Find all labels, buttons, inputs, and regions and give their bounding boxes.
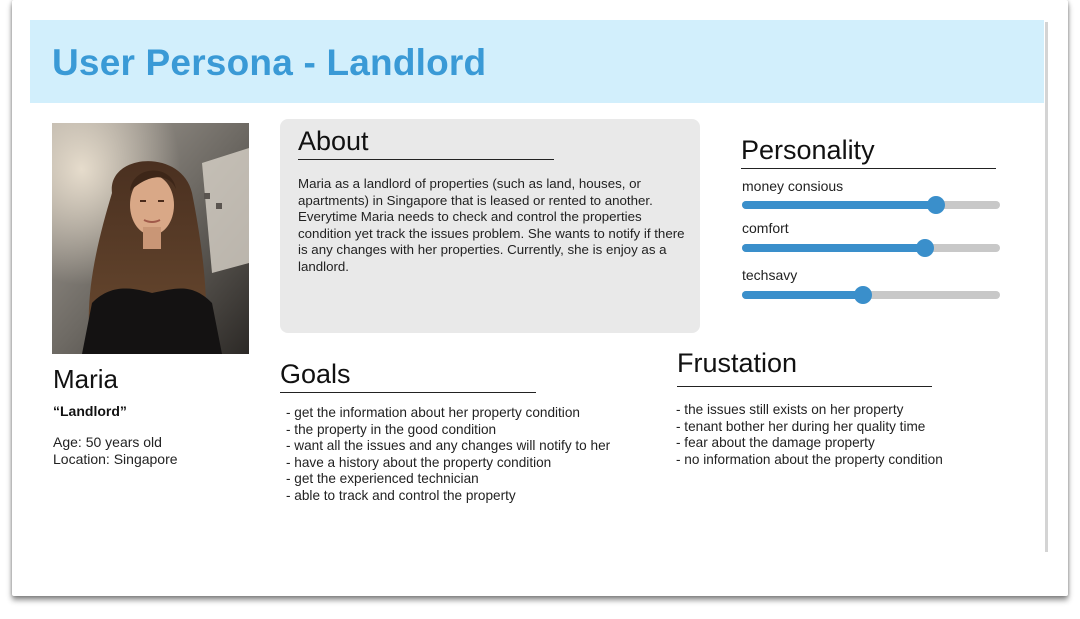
list-item: - the issues still exists on her property — [676, 402, 904, 417]
about-title: About — [298, 126, 369, 156]
trait-label: techsavy — [742, 267, 798, 283]
trait-slider — [742, 291, 1000, 299]
goals-title: Goals — [280, 359, 351, 389]
list-item: - no information about the property condition — [676, 451, 943, 467]
header-banner — [30, 20, 1044, 103]
trait-slider-knob — [927, 196, 945, 214]
list-item: - tenant bother her during her quality time — [676, 418, 926, 434]
trait-slider — [742, 244, 1000, 252]
list-item: - get the information about her property condition — [286, 405, 580, 420]
personality-underline — [741, 168, 996, 169]
trait-label: money consious — [742, 178, 844, 194]
persona-location: Location: Singapore — [53, 451, 178, 467]
frustation-underline — [677, 386, 932, 387]
frustation-title: Frustation — [677, 348, 798, 378]
persona-role: “Landlord” — [53, 403, 127, 419]
persona-age: Age: 50 years old — [53, 434, 162, 450]
list-item: - the property in the good condition — [286, 421, 497, 437]
about-underline — [298, 159, 554, 160]
list-item: - fear about the damage property — [676, 435, 875, 451]
personality-title: Personality — [741, 135, 875, 165]
card-edge — [1045, 22, 1048, 552]
list-item: - get the experienced technician — [286, 471, 479, 487]
trait-slider-fill — [742, 201, 936, 209]
trait-label: comfort — [742, 220, 789, 236]
goals-list — [286, 405, 610, 505]
trait-slider — [742, 201, 1000, 209]
persona-name: Maria — [53, 364, 119, 394]
list-item: - want all the issues and any changes will notify to her — [286, 438, 611, 454]
persona-photo — [52, 123, 249, 354]
list-item: - have a history about the property condition — [286, 454, 552, 470]
trait-slider-fill — [742, 291, 863, 299]
page-title: User Persona - Landlord — [52, 42, 487, 83]
goals-underline — [280, 392, 536, 393]
about-text: Maria as a landlord of properties (such as land, houses, or apartments) in Singapore that is leased or rented to another. Everytime Maria needs to check and control the properties condition yet track the issues problem. She wants to notify if there is any changes with her properties. Currently, she is enjoy as a landlord. — [298, 176, 685, 274]
frustation-list — [676, 402, 943, 468]
list-item: - able to track and control the property — [286, 487, 516, 503]
trait-slider-fill — [742, 244, 925, 252]
